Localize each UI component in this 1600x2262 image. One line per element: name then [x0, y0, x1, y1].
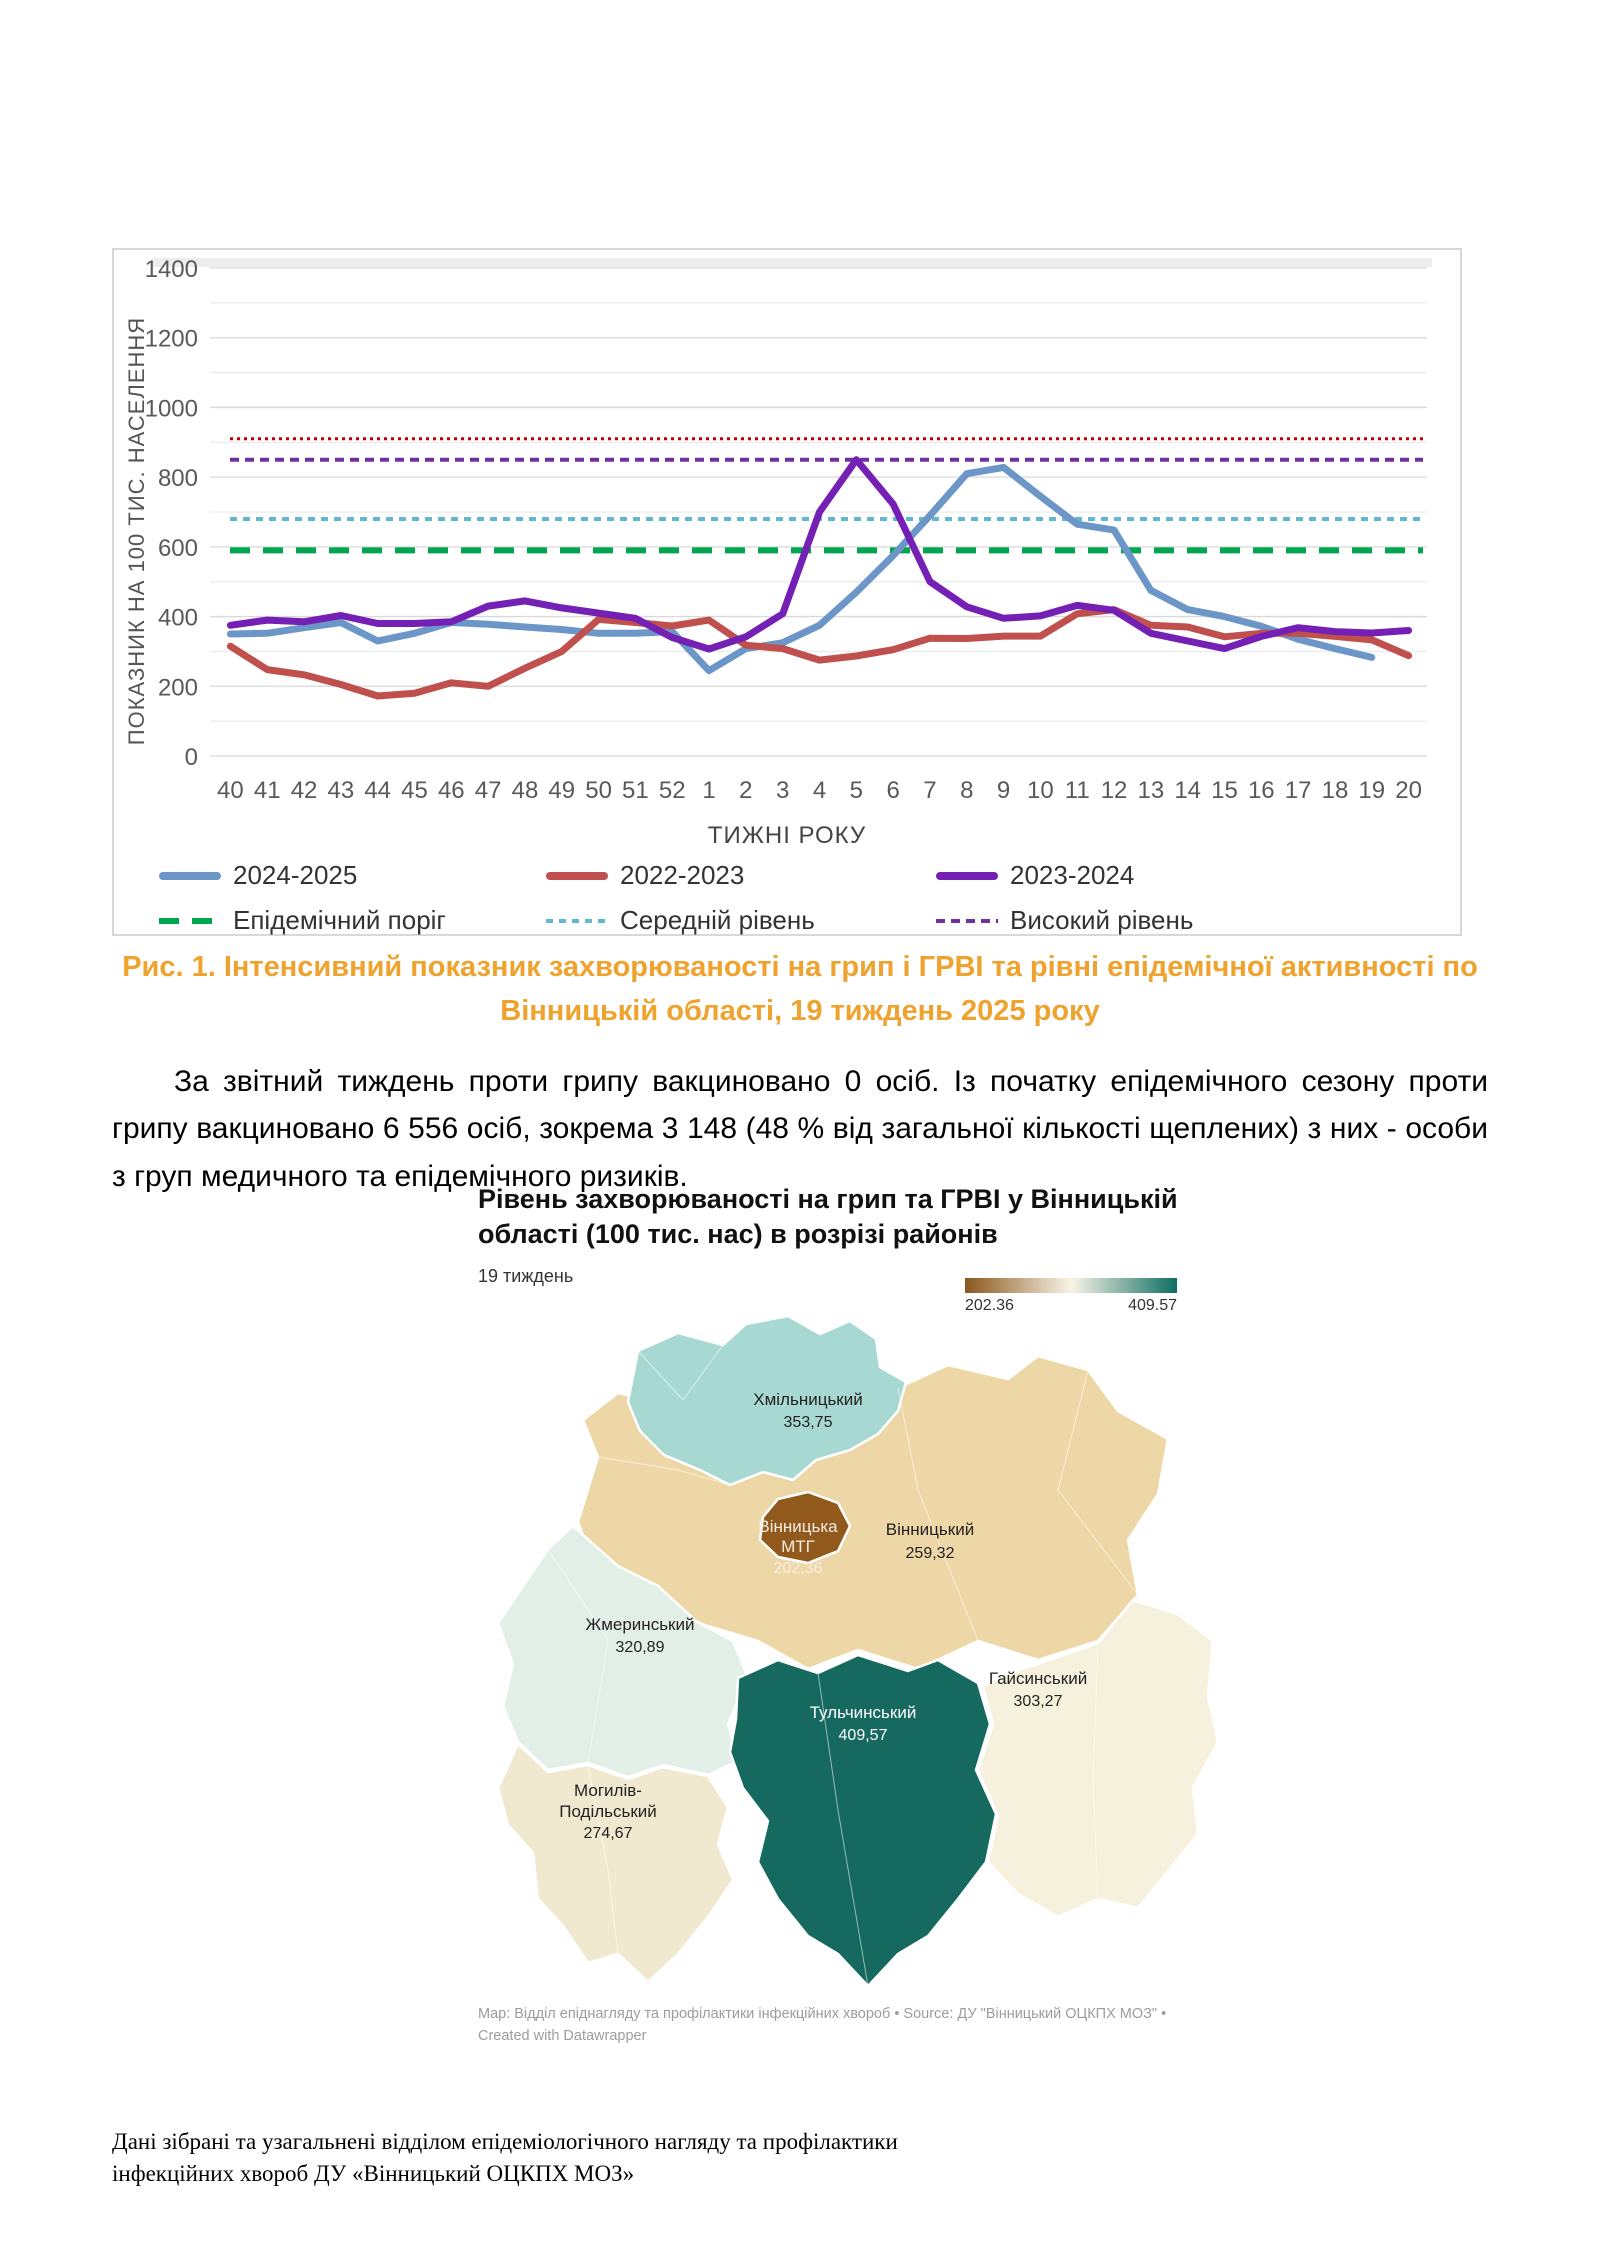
district-value: 303,27 — [1013, 1693, 1063, 1710]
svg-text:10: 10 — [1027, 777, 1054, 804]
x-axis-title: ТИЖНІ РОКУ — [707, 822, 867, 849]
svg-text:4: 4 — [812, 777, 827, 804]
district-label: Могилів- — [574, 1781, 642, 1800]
legend-dash-high-level-icon — [936, 919, 998, 923]
legend-item-high-level — [936, 905, 1193, 936]
svg-text:17: 17 — [1284, 777, 1312, 804]
district-value: 409,57 — [838, 1727, 888, 1744]
svg-text:2: 2 — [739, 777, 753, 804]
svg-text:14: 14 — [1174, 777, 1202, 804]
district-label: Подільський — [559, 1802, 657, 1821]
incidence-line-chart — [142, 258, 1432, 818]
legend-label: Високий рівень — [1010, 905, 1194, 935]
svg-text:200: 200 — [157, 674, 198, 702]
svg-text:5: 5 — [849, 777, 863, 804]
page-footer-line2: інфекційних хвороб ДУ «Вінницький ОЦКПХ МОЗ» — [112, 2161, 635, 2187]
incidence-chart-panel — [112, 248, 1462, 936]
district-label: Гайсинський — [988, 1669, 1088, 1688]
district-label: Жмеринський — [585, 1615, 695, 1634]
legend-item-2022-2023 — [546, 860, 744, 891]
svg-text:0: 0 — [184, 744, 198, 771]
svg-text:600: 600 — [157, 534, 198, 562]
district-label: Вінницький — [885, 1520, 975, 1539]
svg-text:50: 50 — [585, 777, 612, 804]
svg-text:52: 52 — [658, 777, 686, 804]
map-subtitle: 19 тиждень — [478, 1266, 574, 1287]
page-footer — [112, 2126, 1012, 2190]
figure-caption: Рис. 1. Інтенсивний показник захворюваності на грип і ГРВІ та рівні епідемічної активності по Вінницькій області, 19 тиждень 2025 року — [122, 951, 1478, 1027]
district-value: 274,67 — [583, 1825, 633, 1842]
svg-text:48: 48 — [511, 777, 539, 804]
svg-text:13: 13 — [1137, 777, 1165, 804]
svg-text:18: 18 — [1321, 777, 1349, 804]
legend-dash-epidemic-threshold-icon — [159, 918, 221, 924]
district-value: 353,75 — [783, 1414, 833, 1431]
legend-label: Епідемічний поріг — [233, 905, 446, 935]
svg-text:20: 20 — [1395, 777, 1422, 804]
svg-text:42: 42 — [290, 777, 318, 804]
svg-text:49: 49 — [548, 777, 576, 804]
svg-text:1: 1 — [702, 777, 716, 804]
svg-text:47: 47 — [474, 777, 502, 804]
legend-line-2024-2025-icon — [159, 872, 221, 880]
vinnytsia-oblast-choropleth-map — [478, 1310, 1218, 1990]
svg-text:1000: 1000 — [144, 395, 198, 423]
district-value: 320,89 — [615, 1639, 665, 1656]
svg-text:16: 16 — [1247, 777, 1275, 804]
svg-text:6: 6 — [886, 777, 900, 804]
legend-item-2023-2024 — [936, 860, 1134, 891]
map-title-line2: області (100 тис. нас) в розрізі районів — [478, 1219, 998, 1250]
legend-line-2023-2024-icon — [936, 872, 998, 880]
legend-label: 2022-2023 — [620, 860, 745, 890]
map-title-line1: Рівень захворюваності на грип та ГРВІ у Вінницькій — [478, 1184, 1178, 1214]
svg-text:800: 800 — [157, 465, 198, 493]
svg-text:44: 44 — [364, 777, 392, 804]
district-value: 259,32 — [905, 1545, 955, 1562]
district-label: Вінницька — [758, 1517, 838, 1536]
district-map-block — [478, 1182, 1222, 2044]
district-label: МТГ — [781, 1537, 815, 1556]
svg-text:46: 46 — [437, 777, 465, 804]
legend-item-2024-2025 — [159, 860, 357, 891]
chart-legend-threshold-row — [114, 905, 1460, 941]
svg-text:8: 8 — [960, 777, 974, 804]
map-title — [478, 1182, 1222, 1252]
district-label: Тульчинський — [809, 1703, 917, 1722]
legend-item-medium-level — [546, 905, 815, 936]
svg-text:9: 9 — [996, 777, 1011, 804]
district-shape-mohyliv-podilskyi — [498, 1744, 733, 1982]
legend-line-2022-2023-icon — [546, 872, 608, 880]
legend-label: 2024-2025 — [233, 860, 358, 890]
svg-text:41: 41 — [253, 777, 281, 804]
legend-label: Середній рівень — [620, 905, 815, 935]
svg-text:45: 45 — [401, 777, 428, 804]
legend-item-epidemic-threshold — [159, 905, 446, 936]
svg-text:40: 40 — [217, 777, 244, 804]
svg-text:19: 19 — [1358, 777, 1386, 804]
legend-label: 2023-2024 — [1010, 860, 1135, 890]
district-label: Хмільницький — [753, 1390, 863, 1409]
svg-text:43: 43 — [327, 777, 355, 804]
svg-text:1200: 1200 — [144, 325, 198, 353]
svg-text:12: 12 — [1100, 777, 1128, 804]
svg-text:51: 51 — [622, 777, 649, 804]
svg-text:3: 3 — [776, 777, 790, 804]
y-axis-title: ПОКАЗНИК НА 100 ТИС. НАСЕЛЕННЯ — [124, 316, 149, 746]
legend-dash-medium-level-icon — [546, 919, 608, 923]
svg-text:15: 15 — [1211, 777, 1238, 804]
svg-text:11: 11 — [1064, 777, 1090, 804]
svg-text:1400: 1400 — [144, 258, 198, 283]
page-footer-line1: Дані зібрані та узагальнені відділом епідеміологічного нагляду та профілактики — [112, 2129, 898, 2154]
legend-min-value: 202.36 — [965, 1297, 1014, 1314]
vaccination-paragraph: За звітний тиждень проти грипу вакциновано 0 осіб. Із початку епідемічного сезону проти грипу вакциновано 6 556 осіб, зокрема 3 148 (48 % від загальної кількості щеплених) з них - особи з груп медичного та епідемічного ризиків. — [112, 1065, 1488, 1193]
svg-text:7: 7 — [923, 777, 937, 804]
chart-legend-series-row — [114, 860, 1460, 896]
map-attribution: Map: Відділ епіднагляду та профілактики інфекційних хвороб • Source: ДУ "Вінницький ОЦКПХ МОЗ" • Created with Datawrapper — [478, 2006, 1167, 2044]
map-gradient-bar — [965, 1278, 1177, 1293]
svg-text:400: 400 — [157, 604, 198, 632]
district-value: 202,36 — [773, 1560, 823, 1577]
legend-max-value: 409.57 — [1128, 1297, 1177, 1314]
